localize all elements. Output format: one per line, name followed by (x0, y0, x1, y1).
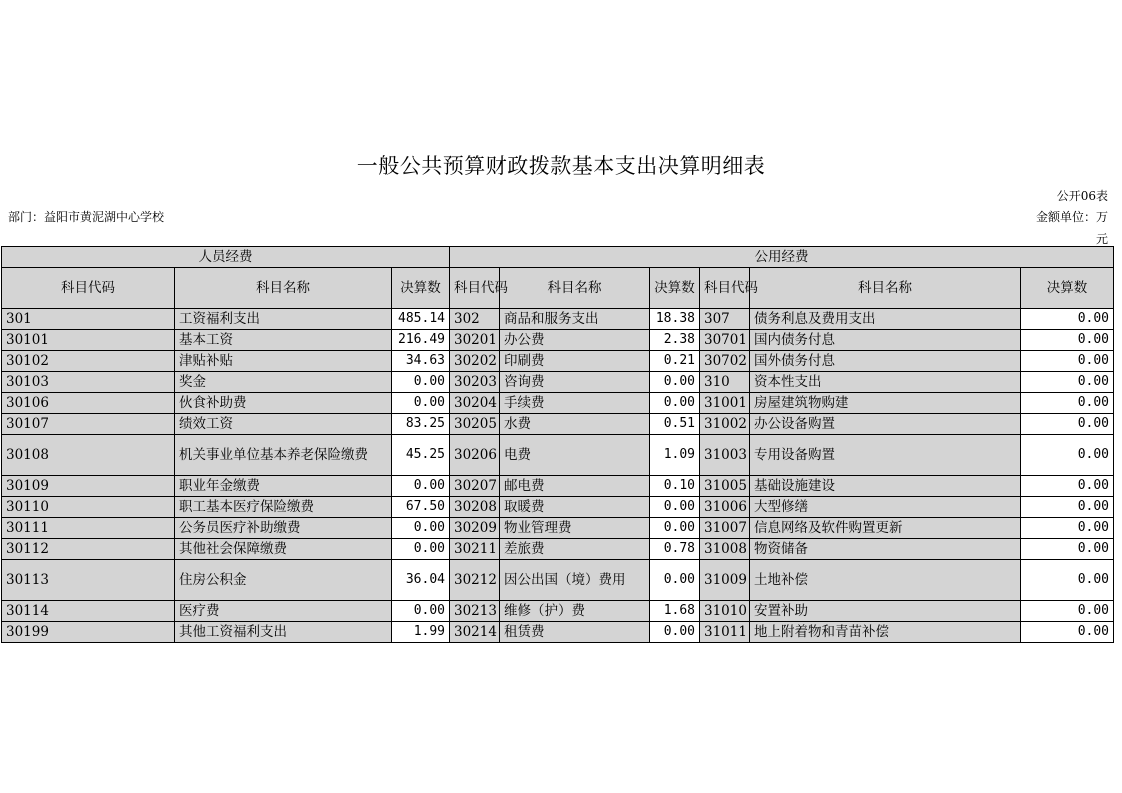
code-cell: 307 (700, 309, 750, 330)
amount-cell: 0.00 (650, 518, 700, 539)
code-cell: 30110 (2, 497, 175, 518)
amount-cell: 0.00 (1021, 330, 1114, 351)
amount-cell: 1.09 (650, 435, 700, 476)
name-cell: 咨询费 (500, 372, 650, 393)
amount-cell: 0.00 (1021, 539, 1114, 560)
amount-cell: 0.78 (650, 539, 700, 560)
name-cell: 机关事业单位基本养老保险缴费 (175, 435, 392, 476)
code-cell: 31009 (700, 560, 750, 601)
code-cell: 30214 (450, 622, 500, 643)
name-cell: 住房公积金 (175, 560, 392, 601)
code-cell: 30108 (2, 435, 175, 476)
name-cell: 水费 (500, 414, 650, 435)
col-header-amount: 决算数 (392, 268, 450, 309)
name-cell: 地上附着物和青苗补偿 (750, 622, 1021, 643)
name-cell: 公务员医疗补助缴费 (175, 518, 392, 539)
expenditure-table (1, 246, 1114, 643)
amount-cell: 0.00 (1021, 372, 1114, 393)
amount-cell: 0.00 (1021, 414, 1114, 435)
name-cell: 物资储备 (750, 539, 1021, 560)
amount-cell: 67.50 (392, 497, 450, 518)
code-cell: 30103 (2, 372, 175, 393)
name-cell: 大型修缮 (750, 497, 1021, 518)
amount-cell: 0.00 (1021, 393, 1114, 414)
name-cell: 取暖费 (500, 497, 650, 518)
code-cell: 31010 (700, 601, 750, 622)
amount-cell: 45.25 (392, 435, 450, 476)
code-cell: 310 (700, 372, 750, 393)
amount-cell: 0.00 (392, 601, 450, 622)
code-cell: 31002 (700, 414, 750, 435)
form-number: 公开06表 (1056, 189, 1108, 203)
amount-cell: 0.00 (392, 372, 450, 393)
code-cell: 30101 (2, 330, 175, 351)
name-cell: 专用设备购置 (750, 435, 1021, 476)
code-cell: 30211 (450, 539, 500, 560)
code-cell: 31001 (700, 393, 750, 414)
amount-cell: 0.00 (392, 539, 450, 560)
amount-unit-label: 金额单位：万元 (1035, 210, 1108, 246)
group-header-personnel: 人员经费 (2, 247, 450, 268)
amount-cell: 0.00 (1021, 560, 1114, 601)
name-cell: 职工基本医疗保险缴费 (175, 497, 392, 518)
table-row (2, 497, 1114, 518)
code-cell: 30109 (2, 476, 175, 497)
table-row (2, 539, 1114, 560)
name-cell: 绩效工资 (175, 414, 392, 435)
col-header-name: 科目名称 (750, 268, 1021, 309)
code-cell: 30201 (450, 330, 500, 351)
department-label: 部门：益阳市黄泥湖中心学校 (8, 210, 165, 224)
name-cell: 其他工资福利支出 (175, 622, 392, 643)
page-title: 一般公共预算财政拨款基本支出决算明细表 (356, 154, 766, 178)
table-row (2, 476, 1114, 497)
code-cell: 31008 (700, 539, 750, 560)
name-cell: 维修（护）费 (500, 601, 650, 622)
amount-cell: 83.25 (392, 414, 450, 435)
name-cell: 债务利息及费用支出 (750, 309, 1021, 330)
code-cell: 30102 (2, 351, 175, 372)
table-row (2, 330, 1114, 351)
code-cell: 31005 (700, 476, 750, 497)
amount-cell: 1.68 (650, 601, 700, 622)
code-cell: 30199 (2, 622, 175, 643)
amount-cell: 0.00 (1021, 518, 1114, 539)
amount-cell: 1.99 (392, 622, 450, 643)
col-header-name: 科目名称 (175, 268, 392, 309)
amount-cell: 0.21 (650, 351, 700, 372)
code-cell: 30106 (2, 393, 175, 414)
code-cell: 30205 (450, 414, 500, 435)
amount-cell: 0.00 (1021, 351, 1114, 372)
table-row (2, 393, 1114, 414)
code-cell: 30113 (2, 560, 175, 601)
code-cell: 30206 (450, 435, 500, 476)
amount-cell: 0.00 (1021, 309, 1114, 330)
col-header-amount: 决算数 (650, 268, 700, 309)
code-cell: 30208 (450, 497, 500, 518)
name-cell: 医疗费 (175, 601, 392, 622)
amount-cell: 0.00 (392, 518, 450, 539)
name-cell: 工资福利支出 (175, 309, 392, 330)
amount-cell: 0.00 (650, 372, 700, 393)
code-cell: 30203 (450, 372, 500, 393)
col-header-amount: 决算数 (1021, 268, 1114, 309)
amount-cell: 0.51 (650, 414, 700, 435)
amount-cell: 216.49 (392, 330, 450, 351)
name-cell: 其他社会保障缴费 (175, 539, 392, 560)
amount-cell: 0.00 (1021, 476, 1114, 497)
name-cell: 伙食补助费 (175, 393, 392, 414)
name-cell: 房屋建筑物购建 (750, 393, 1021, 414)
table-row (2, 601, 1114, 622)
amount-cell: 0.00 (650, 560, 700, 601)
name-cell: 津贴补贴 (175, 351, 392, 372)
amount-cell: 0.00 (1021, 497, 1114, 518)
code-cell: 30111 (2, 518, 175, 539)
table-row (2, 435, 1114, 476)
code-cell: 30702 (700, 351, 750, 372)
amount-cell: 34.63 (392, 351, 450, 372)
code-cell: 30202 (450, 351, 500, 372)
code-cell: 30209 (450, 518, 500, 539)
code-cell: 301 (2, 309, 175, 330)
amount-cell: 0.00 (392, 393, 450, 414)
amount-cell: 0.00 (650, 497, 700, 518)
amount-cell: 0.10 (650, 476, 700, 497)
table-row (2, 622, 1114, 643)
name-cell: 资本性支出 (750, 372, 1021, 393)
name-cell: 奖金 (175, 372, 392, 393)
amount-cell: 485.14 (392, 309, 450, 330)
table-row (2, 309, 1114, 330)
code-cell: 302 (450, 309, 500, 330)
code-cell: 31011 (700, 622, 750, 643)
amount-cell: 0.00 (650, 393, 700, 414)
table-row (2, 351, 1114, 372)
code-cell: 31007 (700, 518, 750, 539)
name-cell: 信息网络及软件购置更新 (750, 518, 1021, 539)
table-row (2, 372, 1114, 393)
name-cell: 办公费 (500, 330, 650, 351)
name-cell: 物业管理费 (500, 518, 650, 539)
name-cell: 安置补助 (750, 601, 1021, 622)
code-cell: 30112 (2, 539, 175, 560)
name-cell: 差旅费 (500, 539, 650, 560)
code-cell: 30213 (450, 601, 500, 622)
amount-cell: 0.00 (650, 622, 700, 643)
col-header-name: 科目名称 (500, 268, 650, 309)
name-cell: 租赁费 (500, 622, 650, 643)
amount-cell: 18.38 (650, 309, 700, 330)
code-cell: 31003 (700, 435, 750, 476)
name-cell: 印刷费 (500, 351, 650, 372)
code-cell: 31006 (700, 497, 750, 518)
name-cell: 电费 (500, 435, 650, 476)
name-cell: 因公出国（境）费用 (500, 560, 650, 601)
table-row (2, 560, 1114, 601)
amount-cell: 0.00 (1021, 435, 1114, 476)
amount-cell: 2.38 (650, 330, 700, 351)
name-cell: 国外债务付息 (750, 351, 1021, 372)
name-cell: 基础设施建设 (750, 476, 1021, 497)
name-cell: 国内债务付息 (750, 330, 1021, 351)
name-cell: 职业年金缴费 (175, 476, 392, 497)
name-cell: 基本工资 (175, 330, 392, 351)
col-header-code: 科目代码 (2, 268, 175, 309)
name-cell: 土地补偿 (750, 560, 1021, 601)
name-cell: 手续费 (500, 393, 650, 414)
code-cell: 30114 (2, 601, 175, 622)
col-header-code: 科目代码 (450, 268, 500, 309)
code-cell: 30212 (450, 560, 500, 601)
code-cell: 30107 (2, 414, 175, 435)
name-cell: 商品和服务支出 (500, 309, 650, 330)
group-header-public: 公用经费 (450, 247, 1114, 268)
code-cell: 30207 (450, 476, 500, 497)
amount-cell: 0.00 (392, 476, 450, 497)
code-cell: 30204 (450, 393, 500, 414)
table-row (2, 518, 1114, 539)
amount-cell: 36.04 (392, 560, 450, 601)
name-cell: 办公设备购置 (750, 414, 1021, 435)
code-cell: 30701 (700, 330, 750, 351)
table-row (2, 414, 1114, 435)
name-cell: 邮电费 (500, 476, 650, 497)
amount-cell: 0.00 (1021, 622, 1114, 643)
col-header-code: 科目代码 (700, 268, 750, 309)
amount-cell: 0.00 (1021, 601, 1114, 622)
